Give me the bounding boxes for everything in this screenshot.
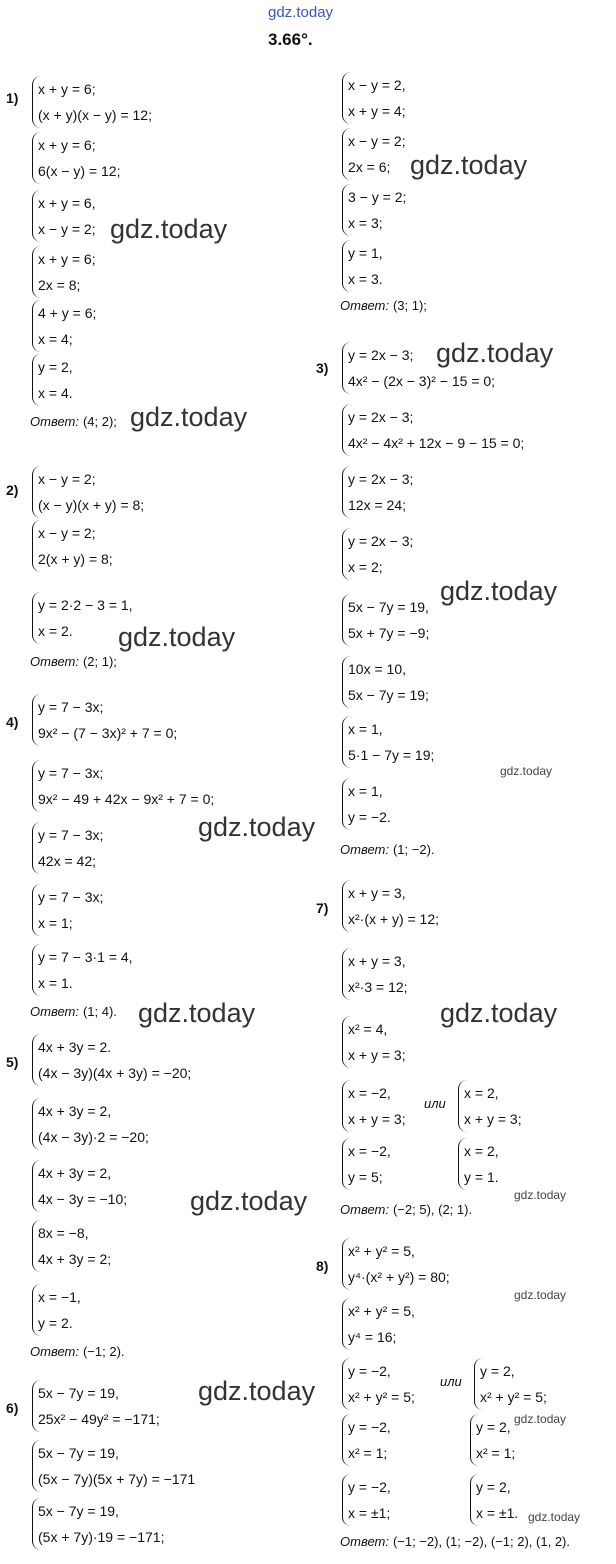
p6-answer <box>340 842 435 857</box>
problem-number-6: 6) <box>6 1400 19 1416</box>
equation: x = 1, <box>348 721 383 737</box>
equation: x − y = 2; <box>38 221 96 237</box>
equation: x − y = 2; <box>348 133 406 149</box>
equation: x = 4; <box>38 331 73 347</box>
p2b-system-2 <box>342 128 406 180</box>
equation: 5x − 7y = 19; <box>348 687 429 703</box>
p5-system-5 <box>32 1284 81 1336</box>
equation: (x − y)(x + y) = 8; <box>38 497 145 513</box>
equation: 4 + y = 6; <box>38 305 97 321</box>
equation: 10x = 10, <box>348 661 406 677</box>
p7-system-2 <box>342 948 408 1000</box>
answer-label: Ответ: <box>340 1202 389 1217</box>
equation: 4x + 3y = 2. <box>38 1039 112 1055</box>
answer-label: Ответ: <box>30 1344 79 1359</box>
equation: 2(x + y) = 8; <box>38 551 113 567</box>
problem-number-2: 2) <box>6 482 19 498</box>
equation: x + y = 6; <box>38 137 96 153</box>
equation: 4x² − 4x² + 12x − 9 − 15 = 0; <box>348 435 525 451</box>
equation: 9x² − (7 − 3x)² + 7 = 0; <box>38 725 178 741</box>
equation: y = 2. <box>38 1315 73 1331</box>
equation: 4x + 3y = 2, <box>38 1103 112 1119</box>
p5-answer <box>30 1344 125 1359</box>
equation: y = 2·2 − 3 = 1, <box>38 597 133 613</box>
p4-system-5 <box>32 944 133 996</box>
p8-system-3b <box>474 1358 547 1410</box>
p2b-answer <box>340 298 427 313</box>
equation: y = 7 − 3x; <box>38 699 104 715</box>
equation: 2x = 8; <box>38 277 81 293</box>
equation: x = 1. <box>38 975 73 991</box>
equation: y = −2, <box>348 1363 391 1379</box>
equation: y = 2x − 3; <box>348 471 414 487</box>
p7-system-4a <box>342 1080 406 1132</box>
equation: 4x + 3y = 2; <box>38 1251 112 1267</box>
answer-label: Ответ: <box>340 1534 389 1549</box>
problem-number-7: 7) <box>316 900 329 916</box>
equation: y = 2x − 3; <box>348 533 414 549</box>
problem-number-5: 5) <box>6 1054 19 1070</box>
equation: x² = 4, <box>348 1021 388 1037</box>
equation: x = −1, <box>38 1289 81 1305</box>
equation: 8x = −8, <box>38 1225 89 1241</box>
answer-value: (1; 4). <box>82 1004 117 1019</box>
equation: x + y = 6, <box>38 195 96 211</box>
equation: y = 5; <box>348 1169 383 1185</box>
p7-system-4b <box>458 1080 522 1132</box>
problem-number-1: 1) <box>6 90 19 106</box>
answer-value: (1; −2). <box>392 842 435 857</box>
answer-value: (3; 1); <box>392 298 427 313</box>
p2b-system-1 <box>342 72 406 124</box>
equation: 4x² − (2x − 3)² − 15 = 0; <box>348 373 496 389</box>
watermark: gdz.today <box>514 1412 567 1426</box>
equation: x − y = 2; <box>38 525 96 541</box>
p6-system-6 <box>342 716 434 768</box>
equation: x = 4. <box>38 385 73 401</box>
watermark: gdz.today <box>440 998 558 1028</box>
equation: y = 1. <box>464 1169 499 1185</box>
equation: (4x − 3y)(4x + 3y) = −20; <box>38 1065 192 1081</box>
p5-system-1 <box>32 1034 191 1086</box>
site-logo[interactable]: gdz.today <box>268 4 334 21</box>
p4-system-4 <box>32 884 103 936</box>
p6-system-1 <box>32 1380 160 1432</box>
equation: y⁴ = 16; <box>348 1329 397 1345</box>
equation: x²·3 = 12; <box>348 979 408 995</box>
answer-label: Ответ: <box>30 414 79 429</box>
p2-system-2 <box>32 520 113 572</box>
equation: 5·1 − 7y = 19; <box>348 747 435 763</box>
watermark: gdz.today <box>190 1186 308 1216</box>
equation: x = −2, <box>348 1085 391 1101</box>
equation: y = 2, <box>38 359 73 375</box>
p2-answer <box>30 654 117 669</box>
watermark: gdz.today <box>440 576 558 606</box>
p8-system-4a <box>342 1414 391 1466</box>
answer-value: (2; 1); <box>82 654 117 669</box>
equation: x = −2, <box>348 1143 391 1159</box>
p7-system-5b <box>458 1138 499 1190</box>
problem-number-3: 3) <box>316 360 329 376</box>
watermark: gdz.today <box>500 764 553 778</box>
equation: y = −2, <box>348 1479 391 1495</box>
equation: y = −2. <box>348 809 391 825</box>
p3-system-2 <box>342 404 524 456</box>
p3-system-4 <box>342 528 413 580</box>
equation: x² + y² = 5, <box>348 1243 415 1259</box>
watermark: gdz.today <box>514 1188 567 1202</box>
p7-system-3 <box>342 1016 406 1068</box>
or-label: или <box>440 1374 462 1389</box>
equation: x = 3; <box>348 215 383 231</box>
equation: y = 7 − 3x; <box>38 765 104 781</box>
p1-answer <box>30 414 117 429</box>
exercise-title: 3.66°. <box>268 30 313 49</box>
answer-label: Ответ: <box>340 842 389 857</box>
p8-system-1 <box>342 1238 450 1290</box>
equation: y = −2, <box>348 1419 391 1435</box>
watermark: gdz.today <box>436 338 554 368</box>
equation: x = 2, <box>464 1085 499 1101</box>
p1-system-4 <box>32 246 96 298</box>
equation: (x + y)(x − y) = 12; <box>38 107 152 123</box>
equation: 5x − 7y = 19, <box>348 599 429 615</box>
equation: y = 2x − 3; <box>348 347 414 363</box>
equation: x − y = 2; <box>38 471 96 487</box>
equation: x = ±1. <box>476 1505 519 1521</box>
equation: 12x = 24; <box>348 497 406 513</box>
problem-number-4: 4) <box>6 714 19 730</box>
watermark: gdz.today <box>410 150 528 180</box>
answer-value: (−1; 2). <box>82 1344 125 1359</box>
equation: x + y = 6; <box>38 251 96 267</box>
p5-system-3 <box>32 1160 127 1212</box>
equation: x = 2; <box>348 559 383 575</box>
p4-answer <box>30 1004 117 1019</box>
equation: y⁴·(x² + y²) = 80; <box>348 1269 450 1285</box>
p4-system-2 <box>32 760 214 812</box>
equation: 4x + 3y = 2, <box>38 1165 112 1181</box>
equation: x²·(x + y) = 12; <box>348 911 440 927</box>
p5-system-2 <box>32 1098 149 1150</box>
equation: x = 1; <box>38 915 73 931</box>
equation: x = 1, <box>348 783 383 799</box>
equation: x + y = 4; <box>348 103 406 119</box>
equation: x + y = 3, <box>348 885 406 901</box>
p1-system-1 <box>32 76 152 128</box>
equation: y = 7 − 3x; <box>38 889 104 905</box>
answer-value: (4; 2); <box>82 414 117 429</box>
equation: 5x − 7y = 19, <box>38 1445 119 1461</box>
watermark: gdz.today <box>514 1288 567 1302</box>
watermark: gdz.today <box>110 214 228 244</box>
p2-system-1 <box>32 466 144 518</box>
equation: 2x = 6; <box>348 159 391 175</box>
equation: 9x² − 49 + 42x − 9x² + 7 = 0; <box>38 791 215 807</box>
equation: x + y = 3, <box>348 953 406 969</box>
p7-answer <box>340 1202 472 1217</box>
p7-system-5a <box>342 1138 391 1190</box>
p6-system-2 <box>32 1440 195 1492</box>
p4-system-1 <box>32 694 177 746</box>
equation: 5x − 7y = 19, <box>38 1503 119 1519</box>
equation: x² = 1; <box>476 1445 516 1461</box>
p4-system-3 <box>32 822 103 874</box>
p8-system-3a <box>342 1358 415 1410</box>
equation: 5x + 7y = −9; <box>348 625 430 641</box>
answer-label: Ответ: <box>30 654 79 669</box>
p6-system-4 <box>342 594 429 646</box>
equation: (5x − 7y)(5x + 7y) = −171 <box>38 1471 196 1487</box>
equation: 3 − y = 2; <box>348 189 407 205</box>
equation: x² + y² = 5; <box>348 1389 415 1405</box>
p6-system-7 <box>342 778 391 830</box>
p1-system-5 <box>32 300 96 352</box>
equation: y = 1, <box>348 245 383 261</box>
equation: 25x² − 49y² = −171; <box>38 1411 160 1427</box>
p1-system-6 <box>32 354 73 406</box>
problem-number-8: 8) <box>316 1258 329 1274</box>
answer-value: (−2; 5), (2; 1). <box>392 1202 473 1217</box>
equation: 42x = 42; <box>38 853 96 869</box>
p7-system-1 <box>342 880 439 932</box>
watermark: gdz.today <box>198 812 316 842</box>
equation: x = 3. <box>348 271 383 287</box>
watermark: gdz.today <box>118 622 236 652</box>
equation: x² = 1; <box>348 1445 388 1461</box>
p3-system-3 <box>342 466 413 518</box>
equation: x + y = 6; <box>38 81 96 97</box>
p8-system-2 <box>342 1298 415 1350</box>
p2b-system-3 <box>342 184 406 236</box>
equation: y = 2x − 3; <box>348 409 414 425</box>
equation: x = 2, <box>464 1143 499 1159</box>
p8-system-4b <box>470 1414 515 1466</box>
p1-system-3 <box>32 190 96 242</box>
equation: y = 2, <box>476 1419 511 1435</box>
equation: 4x − 3y = −10; <box>38 1191 128 1207</box>
equation: y = 7 − 3·1 = 4, <box>38 949 133 965</box>
equation: x − y = 2, <box>348 77 406 93</box>
watermark: gdz.today <box>130 402 248 432</box>
watermark: gdz.today <box>528 1510 581 1524</box>
equation: 6(x − y) = 12; <box>38 163 121 179</box>
p8-system-5a <box>342 1474 391 1526</box>
answer-label: Ответ: <box>30 1004 79 1019</box>
equation: x = ±1; <box>348 1505 391 1521</box>
equation: x + y = 3; <box>464 1111 522 1127</box>
equation: y = 2, <box>480 1363 515 1379</box>
or-label: или <box>424 1096 446 1111</box>
equation: x + y = 3; <box>348 1047 406 1063</box>
equation: 5x − 7y = 19, <box>38 1385 119 1401</box>
equation: (5x + 7y)·19 = −171; <box>38 1529 165 1545</box>
equation: x = 2. <box>38 623 73 639</box>
watermark: gdz.today <box>138 998 256 1028</box>
equation: (4x − 3y)·2 = −20; <box>38 1129 149 1145</box>
p2b-system-4 <box>342 240 383 292</box>
p1-system-2 <box>32 132 120 184</box>
equation: x² + y² = 5, <box>348 1303 415 1319</box>
watermark: gdz.today <box>198 1376 316 1406</box>
equation: x + y = 3; <box>348 1111 406 1127</box>
p8-answer <box>340 1534 570 1549</box>
p6-system-5 <box>342 656 429 708</box>
equation: y = 7 − 3x; <box>38 827 104 843</box>
p6-system-3 <box>32 1498 164 1550</box>
p5-system-4 <box>32 1220 111 1272</box>
equation: y = 2, <box>476 1479 511 1495</box>
equation: x² + y² = 5; <box>480 1389 547 1405</box>
answer-label: Ответ: <box>340 298 389 313</box>
p8-system-5b <box>470 1474 518 1526</box>
answer-value: (−1; −2), (1; −2), (−1; 2), (1, 2). <box>392 1534 570 1549</box>
